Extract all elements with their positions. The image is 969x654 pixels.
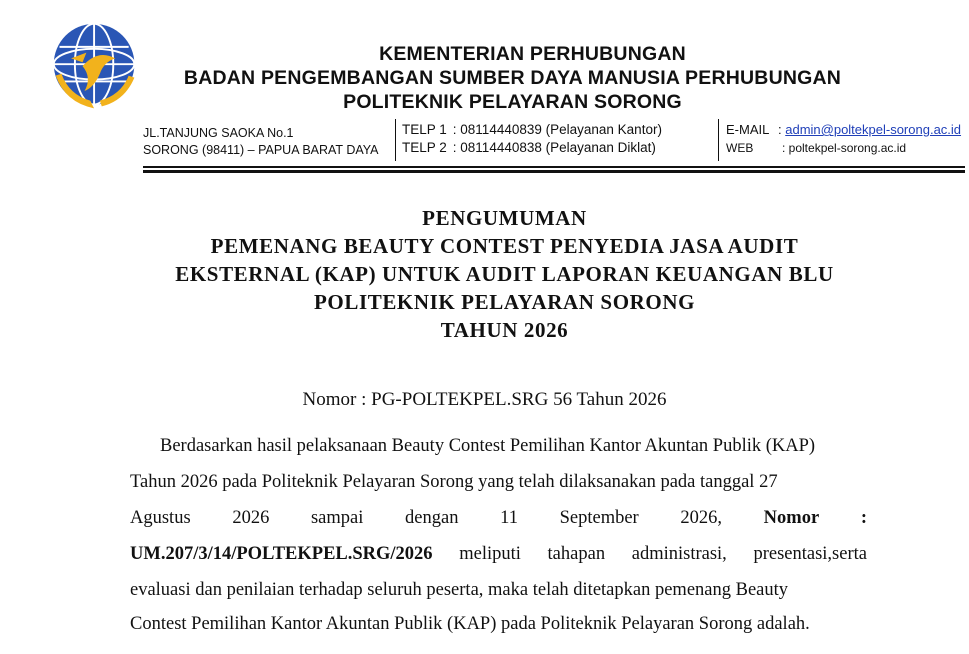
header-rule-thin	[143, 166, 965, 168]
body-word: dengan	[405, 508, 459, 528]
document-number: Nomor : PG-POLTEKPEL.SRG 56 Tahun 2026	[302, 389, 667, 410]
body-word: administrasi,	[631, 544, 727, 564]
body-word: September	[559, 508, 639, 528]
body-word: 2026	[232, 508, 270, 528]
header-rule-thick	[143, 170, 965, 173]
phone-block	[402, 121, 662, 157]
phone-1-value: : 08114440839 (Pelayanan Kantor)	[452, 122, 662, 137]
body-line-2: Tahun 2026 pada Politeknik Pelayaran Sorong yang telah dilaksanakan pada tanggal 27	[130, 472, 778, 492]
body-line-4	[130, 544, 867, 565]
phone-row-2	[402, 139, 662, 157]
reference-number: UM.207/3/14/POLTEKPEL.SRG/2026	[130, 544, 433, 564]
body-word: Agustus	[130, 508, 191, 528]
contact-divider	[718, 119, 719, 161]
org-line-ministry: KEMENTERIAN PERHUBUNGAN	[379, 43, 686, 65]
announcement-year: TAHUN 2026	[440, 318, 569, 342]
email-web-block	[726, 121, 961, 157]
body-line-1: Berdasarkan hasil pelaksanaan Beauty Contest Pemilihan Kantor Akuntan Publik (KAP)	[160, 436, 816, 456]
phone-2-label: TELP 2	[402, 140, 447, 155]
org-line-institution: POLITEKNIK PELAYARAN SORONG	[343, 91, 682, 113]
address-line-1: JL.TANJUNG SAOKA No.1	[143, 126, 294, 140]
web-row: WEB : poltekpel-sorong.ac.id	[726, 141, 907, 155]
email-label: E-MAIL	[726, 122, 770, 137]
phone-2-value: : 08114440838 (Pelayanan Diklat)	[452, 140, 656, 155]
body-word: meliputi	[459, 544, 521, 564]
contact-divider	[395, 119, 396, 161]
body-line-5: evaluasi dan penilaian terhadap seluruh peserta, maka telah ditetapkan pemenang Beauty	[130, 580, 789, 600]
announcement-title: PENGUMUMAN	[422, 206, 587, 230]
body-word: sampai	[310, 508, 364, 528]
announcement-subtitle-1: PEMENANG BEAUTY CONTEST PENYEDIA JASA AUDIT	[210, 234, 799, 258]
phone-1-label: TELP 1	[402, 122, 447, 137]
body-word: 11	[500, 508, 518, 528]
email-link[interactable]: admin@poltekpel-sorong.ac.id	[785, 122, 962, 137]
phone-row-1	[402, 121, 662, 139]
body-bold-colon: :	[860, 508, 867, 528]
body-word: presentasi,serta	[753, 544, 867, 564]
body-line-6: Contest Pemilihan Kantor Akuntan Publik (KAP) pada Politeknik Pelayaran Sorong adalah.	[130, 614, 810, 634]
announcement-subtitle-2: EKSTERNAL (KAP) UNTUK AUDIT LAPORAN KEUANGAN BLU	[175, 262, 834, 286]
address-block	[143, 125, 379, 159]
address-line-2: SORONG (98411) – PAPUA BARAT DAYA	[143, 143, 379, 157]
email-row: E-MAIL : admin@poltekpel-sorong.ac.id	[726, 122, 962, 137]
web-value: poltekpel-sorong.ac.id	[788, 141, 907, 155]
body-line-3	[130, 508, 867, 529]
announcement-subtitle-3: POLITEKNIK PELAYARAN SORONG	[313, 290, 696, 314]
body-bold-word: Nomor	[763, 508, 820, 528]
org-line-agency: BADAN PENGEMBANGAN SUMBER DAYA MANUSIA PERHUBUNGAN	[183, 67, 842, 89]
body-word: tahapan	[547, 544, 606, 564]
body-word: 2026,	[680, 508, 723, 528]
web-label: WEB	[726, 141, 754, 155]
